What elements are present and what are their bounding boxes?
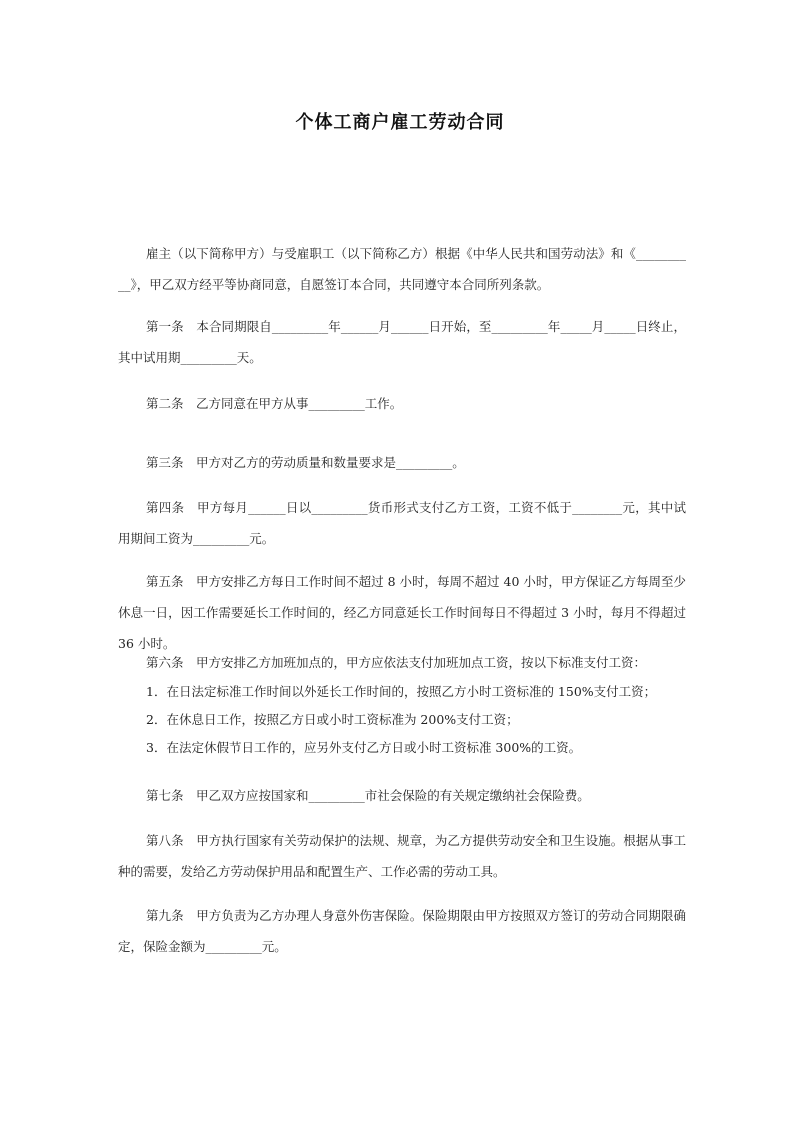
article-6-item-1: 1．在日法定标准工作时间以外延长工作时间的，按照乙方小时工资标准的 150%支付工资； — [146, 684, 657, 699]
article-6-item-2: 2．在休息日工作，按照乙方日或小时工资标准为 200%支付工资； — [146, 712, 519, 727]
article-6: 第六条 甲方安排乙方加班加点的，甲方应依法支付加班加点工资，按以下标准支付工资： — [146, 655, 647, 670]
article-1: 第一条 本合同期限自_________年______月______日开始，至_________年_____月_____日终止，其中试用期_________天。 — [118, 319, 686, 365]
article-6-item-3: 3．在法定休假节日工作的，应另外支付乙方日或小时工资标准 300%的工资。 — [146, 740, 582, 755]
article-4: 第四条 甲方每月______日以_________货币形式支付乙方工资，工资不低于________元，其中试用期间工资为_________元。 — [118, 500, 686, 546]
intro-paragraph: 雇主（以下简称甲方）与受雇职工（以下简称乙方）根据《中华人民共和国劳动法》和《__________》，甲乙双方经平等协商同意，自愿签订本合同，共同遵守本合同所列条款。 — [118, 246, 686, 292]
article-8: 第八条 甲方执行国家有关劳动保护的法规、规章，为乙方提供劳动安全和卫生设施。根据从事工种的需要，发给乙方劳动保护用品和配置生产、工作必需的劳动工具。 — [118, 833, 686, 879]
article-3: 第三条 甲方对乙方的劳动质量和数量要求是_________。 — [146, 455, 465, 470]
article-5: 第五条 甲方安排乙方每日工作时间不超过 8 小时，每周不超过 40 小时，甲方保证乙方每周至少休息一日，因工作需要延长工作时间的，经乙方同意延长工作时间每日不得超过 3 小时，每月不得超过 36 小时。 — [118, 574, 686, 651]
article-7: 第七条 甲乙双方应按国家和_________市社会保险的有关规定缴纳社会保险费。 — [146, 788, 590, 803]
article-2: 第二条 乙方同意在甲方从事_________工作。 — [146, 396, 403, 411]
article-9: 第九条 甲方负责为乙方办理人身意外伤害保险。保险期限由甲方按照双方签订的劳动合同期限确定，保险金额为_________元。 — [118, 908, 686, 954]
document-title: 个体工商户雇工劳动合同 — [295, 112, 505, 133]
